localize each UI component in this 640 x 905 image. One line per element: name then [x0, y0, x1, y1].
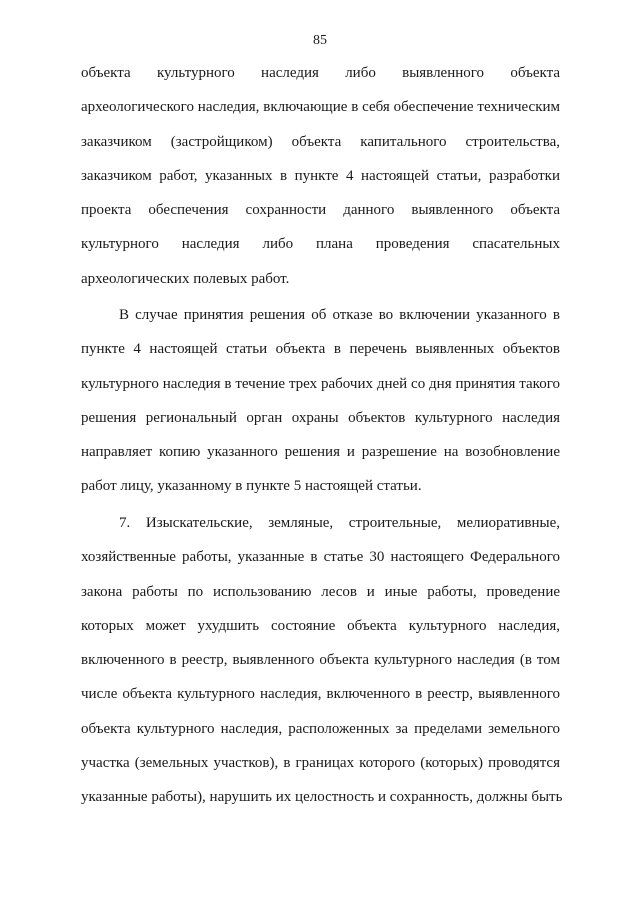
text-line: участка (земельных участков), в границах которого (которых) проводятся	[81, 755, 560, 772]
text-line: числе объекта культурного наследия, включенного в реестр, выявленного	[81, 686, 560, 703]
text-line: заказчиком (застройщиком) объекта капитального строительства,	[81, 133, 560, 150]
text-line: хозяйственные работы, указанные в статье 30 настоящего Федерального	[81, 549, 560, 566]
text-line: В случае принятия решения об отказе во включении указанного в	[119, 307, 560, 323]
text-line: археологического наследия, включающие в себя обеспечение техническим	[81, 99, 560, 116]
text-line: 7. Изыскательские, земляные, строительные, мелиоративные,	[119, 515, 560, 531]
paragraph-continuation	[81, 56, 560, 296]
text-line: направляет копию указанного решения и разрешение на возобновление	[81, 444, 560, 461]
text-line: объекта культурного наследия, расположенных за пределами земельного	[81, 720, 560, 737]
text-line: объекта культурного наследия либо выявленного объекта	[81, 65, 560, 81]
text-line: которых может ухудшить состояние объекта культурного наследия,	[81, 617, 560, 634]
text-line: заказчиком работ, указанных в пункте 4 настоящей статьи, разработки	[81, 167, 560, 184]
text-line: культурного наследия в течение трех рабочих дней со дня принятия такого	[81, 375, 560, 392]
text-line: работ лицу, указанному в пункте 5 настоящей статьи.	[81, 478, 422, 495]
page-number: 85	[313, 33, 327, 48]
paragraph-refusal-decision	[81, 298, 560, 504]
text-line: указанные работы), нарушить их целостность и сохранность, должны быть	[81, 789, 563, 806]
paragraph-item-7	[81, 506, 563, 815]
text-line: проекта обеспечения сохранности данного выявленного объекта	[81, 202, 560, 219]
text-line: пункте 4 настоящей статьи объекта в перечень выявленных объектов	[81, 341, 560, 358]
text-line: закона работы по использованию лесов и иные работы, проведение	[81, 583, 560, 600]
text-line: решения региональный орган охраны объектов культурного наследия	[81, 409, 560, 426]
text-line: археологических полевых работ.	[81, 270, 290, 287]
text-line: культурного наследия либо плана проведения спасательных	[81, 236, 560, 253]
text-line: включенного в реестр, выявленного объекта культурного наследия (в том	[81, 652, 560, 669]
